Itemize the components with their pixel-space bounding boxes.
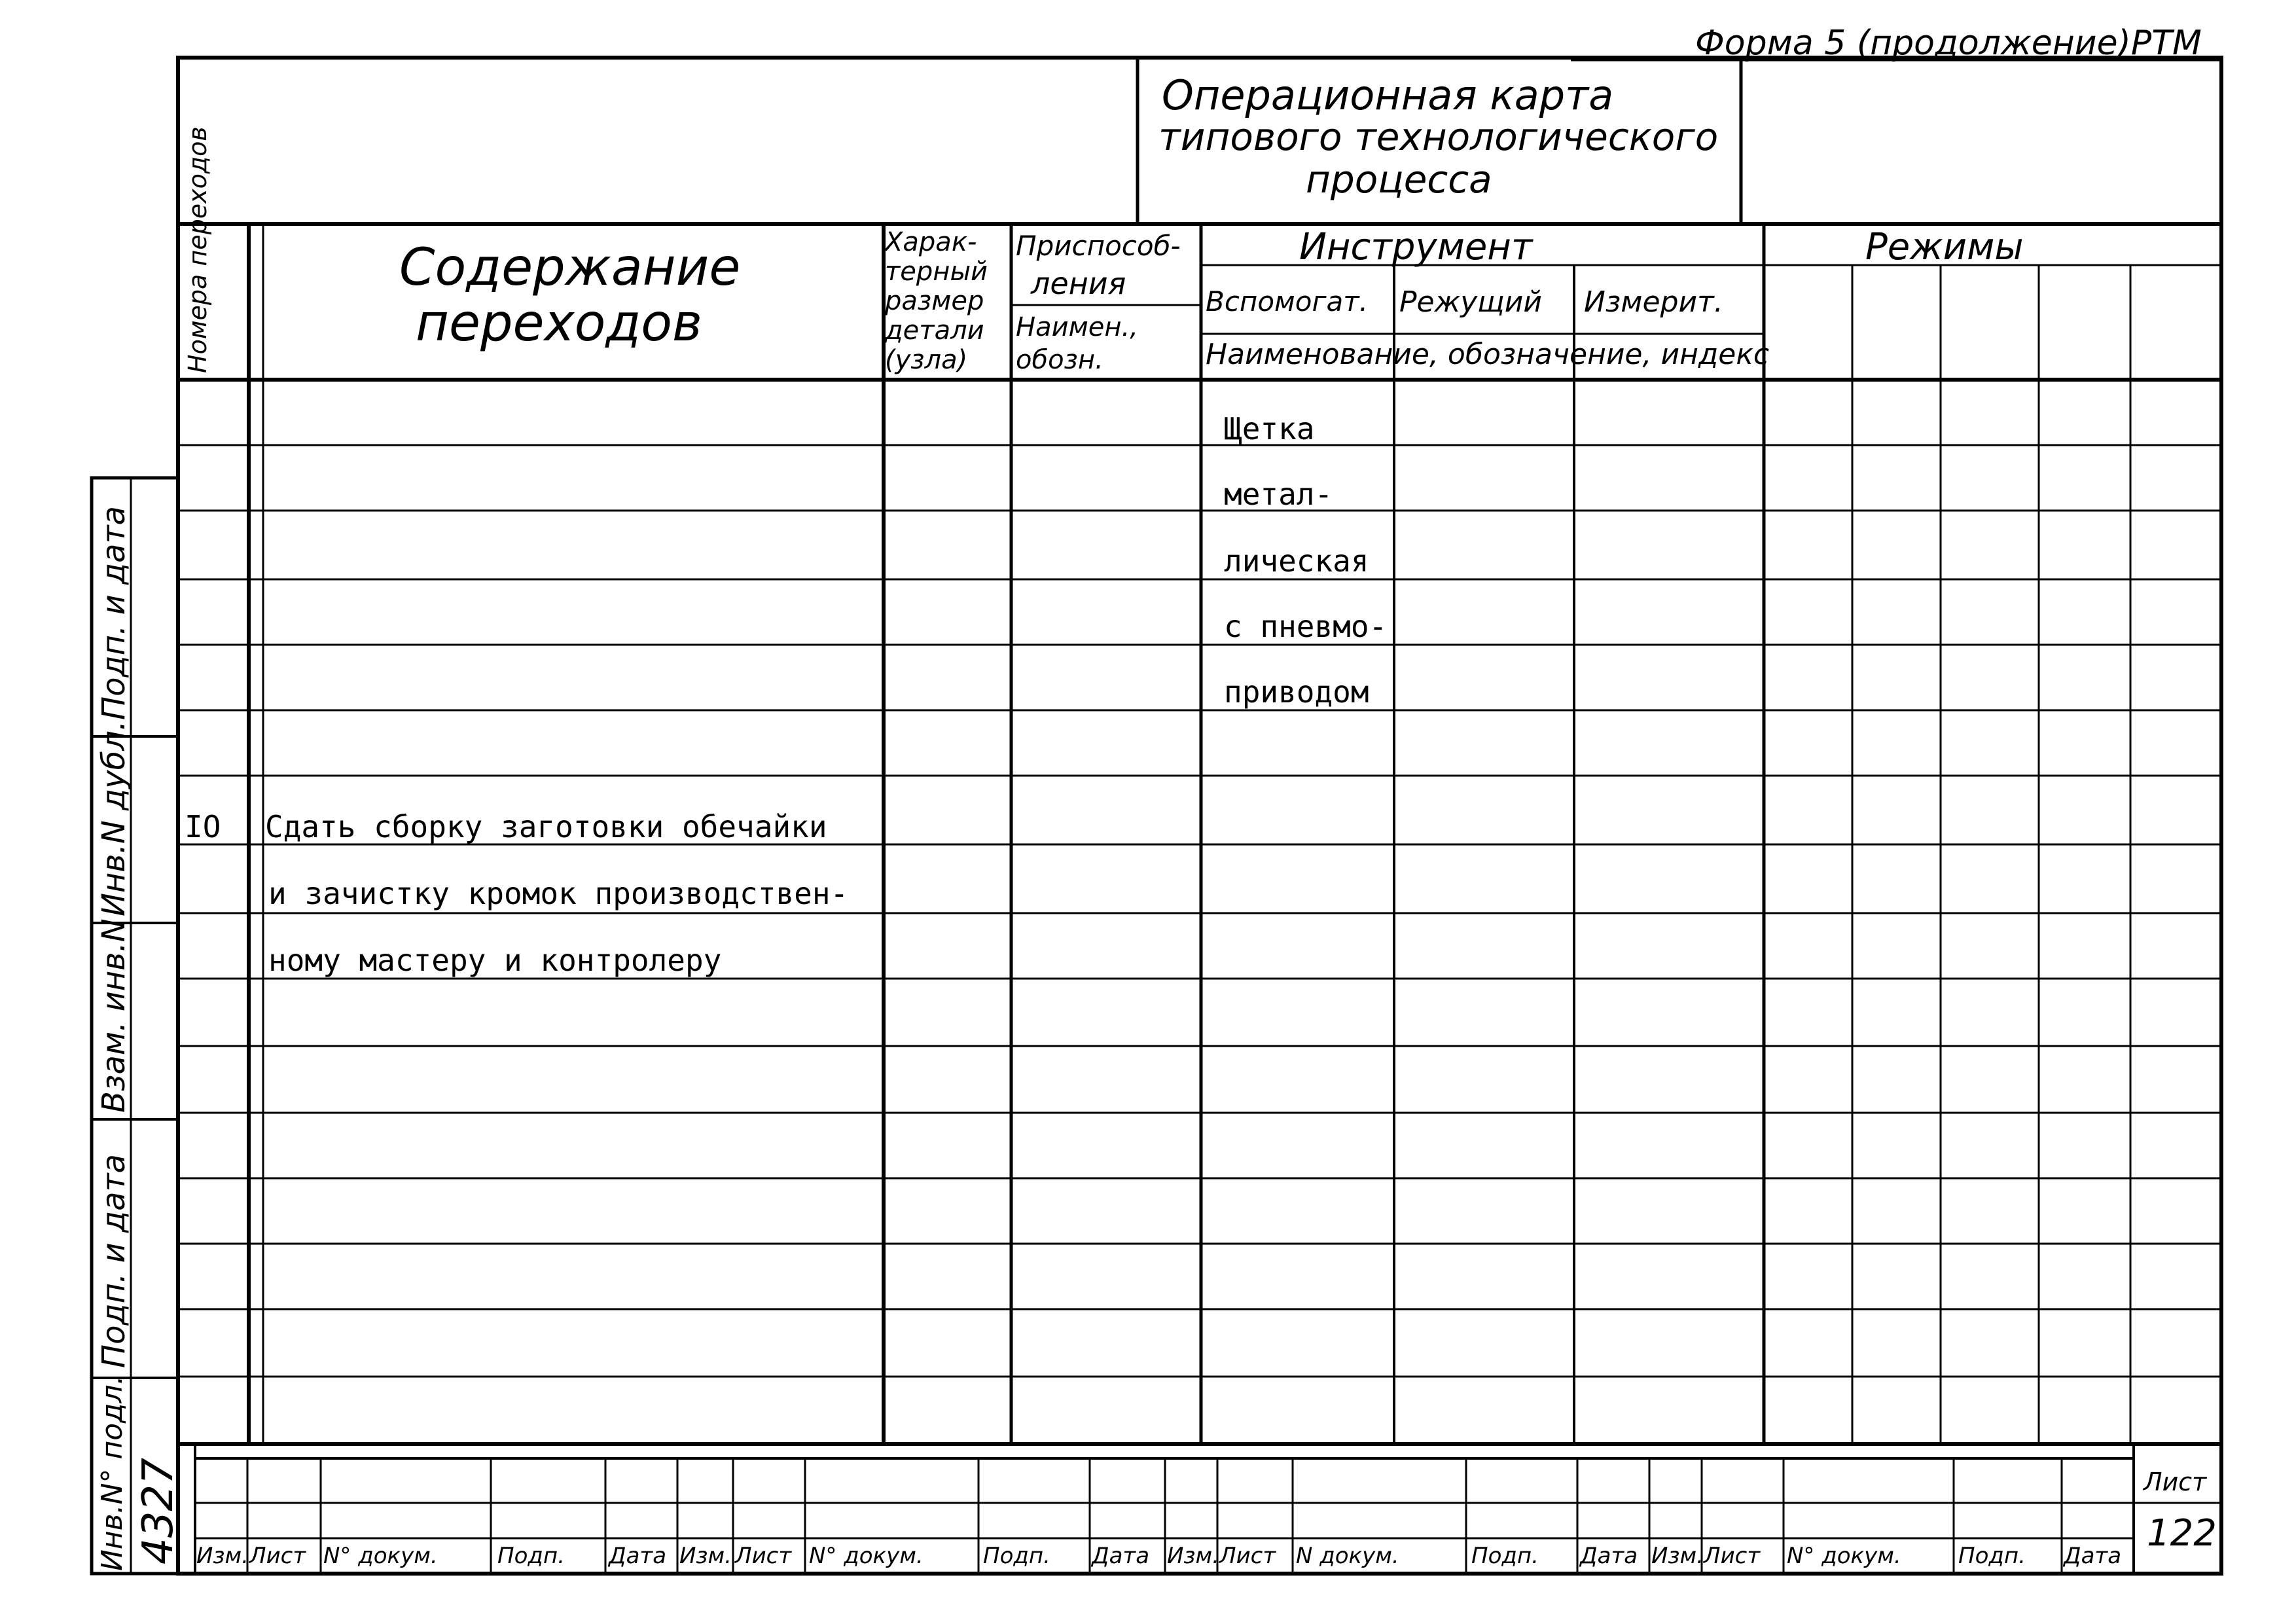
side-sign-date-1: Подп. и дата xyxy=(96,506,132,720)
tool-cell: лическая xyxy=(1224,543,1369,579)
header-characteristic-4: детали xyxy=(885,316,984,346)
footer-label: N° докум. xyxy=(323,1543,438,1569)
title-line-3: процесса xyxy=(1306,157,1492,202)
tool-cell: приводом xyxy=(1224,674,1369,710)
header-tool-auxiliary: Вспомогат. xyxy=(1206,285,1369,317)
header-modes: Режимы xyxy=(1865,226,2024,268)
side-sign-date-2: Подп. и дата xyxy=(96,1154,132,1368)
sheet-number: 122 xyxy=(2147,1512,2217,1555)
header-transition-number: Номера переходов xyxy=(183,126,212,373)
title-line-1: Операционная карта xyxy=(1162,71,1614,119)
header-characteristic-2: терный xyxy=(885,257,988,287)
side-inv-dup: Инв.N дубл. xyxy=(96,720,132,916)
header-content-line-2: переходов xyxy=(416,294,702,353)
header-tool-measuring: Измерит. xyxy=(1584,285,1723,319)
footer-label: Лист xyxy=(1704,1543,1761,1569)
footer-label: Подп. xyxy=(983,1543,1050,1569)
header-tool: Инструмент xyxy=(1299,226,1533,268)
content-cell: Сдать сборку заготовки обечайки xyxy=(265,809,827,844)
form-label: Форма 5 (продолжение)РТМ xyxy=(1695,24,2202,63)
footer-label: Дата xyxy=(1580,1543,1638,1569)
transition-number-cell: IO xyxy=(185,809,221,844)
header-fixtures-2: ления xyxy=(1031,266,1126,301)
footer-label: N° докум. xyxy=(809,1543,924,1569)
footer-label: Изм. xyxy=(1651,1543,1704,1569)
header-fixtures-sub-2: обозн. xyxy=(1016,345,1103,375)
footer-label: N° докум. xyxy=(1787,1543,1901,1569)
header-characteristic-1: Харак- xyxy=(885,227,977,257)
content-cell: ному мастеру и контролеру xyxy=(268,943,722,978)
tool-cell: метал- xyxy=(1224,477,1333,512)
tool-cell: Щетка xyxy=(1224,411,1315,446)
footer-label: Изм. xyxy=(1167,1543,1219,1569)
footer-label: Подп. xyxy=(497,1543,565,1569)
header-characteristic-5: (узла) xyxy=(885,345,968,375)
footer-label: N докум. xyxy=(1296,1543,1399,1569)
header-fixtures-sub-1: Наимен., xyxy=(1016,312,1138,342)
side-inv-number: 4327 xyxy=(134,1458,183,1564)
footer-label: Подп. xyxy=(1958,1543,2026,1569)
footer-label: Изм. xyxy=(196,1543,249,1569)
footer-label: Дата xyxy=(1092,1543,1150,1569)
header-tool-cutting: Режущий xyxy=(1399,285,1542,319)
footer-label: Лист xyxy=(249,1543,306,1569)
footer-label: Дата xyxy=(609,1543,667,1569)
tool-cell: с пневмо- xyxy=(1224,609,1388,644)
side-replace-inv: Взам. инв.N xyxy=(96,918,132,1113)
sheet-label: Лист xyxy=(2144,1468,2207,1496)
footer-label: Лист xyxy=(1219,1543,1276,1569)
side-inv-orig: Инв.N° подл. xyxy=(96,1375,129,1571)
header-fixtures-1: Приспособ- xyxy=(1016,230,1181,262)
content-cell: и зачистку кромок производствен- xyxy=(268,876,849,911)
header-content-line-1: Содержание xyxy=(399,238,741,297)
title-line-2: типового технологического xyxy=(1158,115,1719,159)
header-tool-name: Наименование, обозначение, индекс xyxy=(1206,338,1770,371)
header-characteristic-3: размер xyxy=(885,286,984,316)
footer-label: Лист xyxy=(735,1543,792,1569)
footer-label: Изм. xyxy=(679,1543,732,1569)
footer-label: Дата xyxy=(2064,1543,2122,1569)
footer-label: Подп. xyxy=(1471,1543,1539,1569)
